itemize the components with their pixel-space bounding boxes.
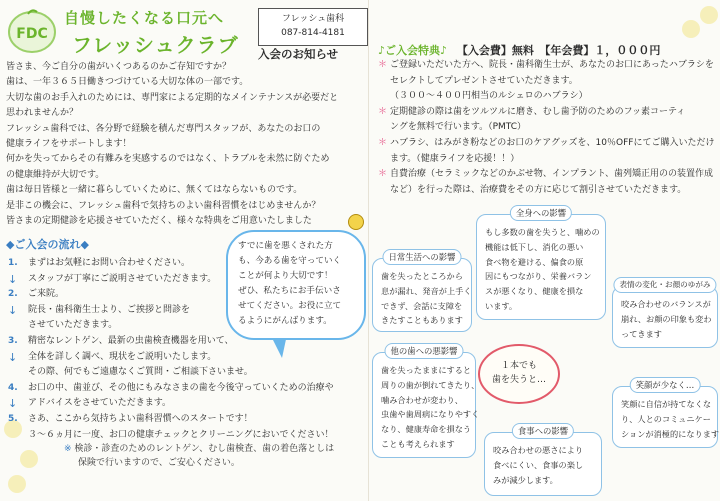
benefit-line [378, 167, 714, 183]
effect-box-label: 他の歯への悪影響 [385, 343, 464, 359]
effect-box-label: 日常生活への影響 [383, 249, 462, 265]
effect-line: 因にもつながり、栄養バラン [485, 271, 592, 282]
bullet-mark: ＊ [378, 60, 388, 70]
intro-line: 歯は毎日皆様と一緒に暮らしていくために、無くてはならないものです。 [6, 185, 303, 196]
intro-line: の健康維持が大切です。 [6, 169, 105, 180]
intro-line: 皆さまの定期健診を応援させていただく、様々な特典をご用意いたしました [6, 216, 312, 227]
benefit-text: 定期健診の際は歯をツルツルに磨き、むし歯予防のためのフッ素コーティ [390, 106, 686, 117]
benefit-line [378, 74, 714, 90]
step-number: 3. [8, 335, 18, 346]
step-number: 2. [8, 289, 18, 300]
bullet-mark: ＊ [378, 137, 388, 148]
note-line: 検診・診査のためのレントゲン、むし歯検査、歯の着色落としは [74, 444, 335, 454]
effect-line: 食べ物を避ける、偏食の原 [485, 256, 584, 267]
intro-text [6, 60, 338, 229]
brand-name: フレッシュクラブ [72, 33, 239, 57]
benefits-list [378, 58, 714, 198]
effect-line: ションが消極的になります [621, 428, 720, 439]
effect-line: 噛み合わせが変わり、 [381, 394, 463, 405]
effect-line: 歯を失ったままにすると [381, 365, 472, 375]
effect-line: できず、会話に支障を [381, 300, 463, 311]
benefit-text: ハブラシ、はみがき粉などのお口のケアグッズを、10％OFFにてご購入いただけ [390, 137, 715, 148]
fees-text: 【入会費】無料 【年会費】１，０００円 [456, 44, 661, 57]
step-number: 4. [8, 382, 18, 393]
step-text: ご来院。 [28, 289, 65, 300]
step-text: アドバイスをさせていただきます。 [28, 398, 172, 409]
flow-step [6, 428, 334, 444]
down-arrow-icon: ↓ [8, 397, 18, 411]
step-text: 院長・歯科衛生士より、ご挨拶と問診を [28, 304, 191, 315]
benefit-text: など）を行った際は、治療費をその方に応じて割引させていただきます。 [390, 184, 687, 195]
benefit-line [378, 105, 714, 121]
benefit-text: ングを無料で行います。（PMTC） [390, 122, 527, 133]
intro-line: 健康ライフをサポートします！ [6, 139, 132, 150]
center-bubble [478, 344, 560, 404]
center-line: １本でも [500, 361, 537, 371]
effect-line: 食べにくい、食事の楽し [493, 459, 584, 470]
benefit-line [378, 183, 714, 199]
step-text: さあ、ここから気持ちよい歯科習慣へのスタートです！ [28, 413, 253, 424]
bubble-line: るようにがんばります。 [238, 316, 332, 326]
effect-line: 息が漏れ、発音が上手く [381, 285, 472, 296]
bubble-line: ことが何より大切です！ [238, 271, 333, 281]
intro-line: フレッシュ歯科では、各分野で経験を積んだ専門スタッフが、あなたのお口の [6, 123, 321, 134]
flower-decoration [20, 450, 38, 468]
intro-line: 思われませんか？ [6, 108, 79, 119]
intro-line: 是非この機会に、フレッシュ歯科で気持ちのよい歯科習慣をはじめませんか？ [6, 200, 321, 211]
bullet-mark: ＊ [378, 169, 388, 180]
benefits-header [378, 42, 660, 58]
effect-line: います。 [485, 300, 518, 311]
benefit-line [378, 152, 714, 168]
benefit-text: ます。（健康ライフを応援！！） [390, 153, 520, 164]
step-text: 精密なレントゲン、最新の虫歯検査機器を用いて、 [28, 335, 234, 346]
flower-decoration [700, 6, 718, 24]
effect-line: り、人とのコミュニケー [621, 413, 711, 424]
effect-line: ことも考えられます [381, 438, 455, 449]
notice-title: 入会のお知らせ [258, 47, 339, 61]
step-text: お口の中、歯並び、その他にもみなさまの歯を今後守っていくための治療や [28, 382, 334, 393]
effect-line: 歯を失ったところから [381, 271, 463, 281]
effect-line: 崩れ、お顔の印象も変わ [621, 313, 712, 324]
step-text: まずはお気軽にお問い合わせください。 [28, 258, 191, 268]
benefit-text: （３００〜４００円相当のルシェロのハブラシ） [390, 91, 588, 102]
smiley-icon [348, 214, 364, 230]
effect-box-label: 笑顔が少なく… [630, 377, 701, 393]
clinic-phone: 087-814-4181 [281, 28, 345, 38]
note-line: 保険で行いますので、ご安心ください。 [78, 458, 240, 468]
benefit-line [378, 89, 714, 105]
clinic-card [258, 8, 368, 46]
benefit-line [378, 120, 714, 136]
effect-line: なり、健康寿命を損なう [381, 424, 472, 435]
effect-line: 機能は低下し、消化の悪い [485, 241, 584, 252]
step-number: 5. [8, 413, 18, 424]
flow-step [6, 381, 334, 397]
fdc-logo-icon [6, 8, 58, 54]
effect-box-expression [612, 280, 718, 348]
effect-line: みが減少します。 [493, 474, 558, 485]
down-arrow-icon: ↓ [8, 272, 18, 286]
effect-line: 咬み合わせのバランスが [621, 299, 711, 309]
effect-line: 虫歯や歯周病になりやすく [381, 409, 480, 420]
clinic-name: フレッシュ歯科 [281, 14, 345, 24]
effect-line: 笑顔に自信が持てなくな [621, 399, 712, 409]
step-text: ３〜６ヵ月に一度、お口の健康チェックとクリーニングにおいでください！ [28, 429, 334, 440]
speech-bubble [226, 230, 366, 340]
bubble-line: すでに歯を悪くされた方 [238, 241, 333, 251]
bubble-line: せてください。お役に立て [238, 301, 342, 311]
intro-line: 皆さま、今ご自分の歯がいくつあるのかご存知ですか？ [6, 62, 232, 72]
benefit-text: 自費治療（セラミックなどのかぶせ物、インプラント、歯列矯正用のの装置作成 [390, 169, 714, 180]
effect-box-eating [484, 426, 602, 496]
bullet-mark: ＊ [378, 106, 388, 117]
down-arrow-icon: ↓ [8, 303, 18, 317]
step-text: その際、何でもご遠慮なくご質問・ご相談下さいませ。 [28, 367, 253, 378]
benefit-text: ご登録いただいた方へ、院長・歯科衛生士が、あなたのお口にあったハブラシを [390, 60, 714, 70]
note-mark: ※ [64, 444, 72, 454]
column-divider [368, 0, 369, 501]
bubble-line: ぜひ、私たちにお手伝いさ [238, 286, 341, 296]
benefit-text: セレクトしてプレゼントさせていただきます。 [390, 75, 578, 86]
center-line: 歯を失うと… [491, 375, 546, 385]
intro-line: 大切な歯のお手入れのためには、専門家による定期的なメインテナンスが必要だと [6, 92, 339, 103]
flow-step [6, 412, 334, 428]
flow-title: ◆ご入会の流れ◆ [6, 238, 89, 251]
insurance-note [64, 442, 334, 470]
effect-box-daily-life [372, 252, 472, 332]
benefit-line [378, 58, 714, 74]
effect-box-label: 全身への影響 [510, 205, 572, 221]
effect-box-label: 表情の変化・お顔のゆがみ [613, 277, 716, 293]
flower-decoration [682, 20, 700, 38]
flow-step [6, 396, 334, 412]
effect-line: きたすこともあります [381, 315, 463, 326]
effect-box-smile [612, 380, 720, 448]
effect-line: もし多数の歯を失うと、噛めの [485, 227, 600, 237]
step-text: スタッフが丁寧にご説明させていただきます。 [28, 273, 217, 284]
effect-line: 周りの歯が倒れてきたり、 [381, 379, 480, 390]
down-arrow-icon: ↓ [8, 350, 18, 364]
step-text: させていただきます。 [28, 320, 118, 331]
intro-line: 何かを失ってからその有難みを実感するのではなく、トラブルを未然に防ぐため [6, 154, 330, 165]
brand-tagline: 自慢したくなる口元へ [64, 9, 225, 27]
benefit-line [378, 136, 714, 152]
effect-box-other-teeth [372, 346, 480, 458]
effect-line: スが悪くなり、健康を損な [485, 286, 584, 297]
effect-line: ってきます [621, 328, 662, 339]
effect-box-label: 食事への影響 [512, 423, 574, 439]
logo-text: FDC [16, 26, 48, 42]
bubble-line: も、今ある歯を守っていく [238, 256, 342, 266]
effect-line: 咬み合わせの悪さにより [493, 445, 584, 455]
step-text: 全体を詳しく調べ、現状をご説明いたします。 [28, 351, 217, 362]
intro-line: 歯は、一年３６５日働きつづけている大切な体の一部です。 [6, 77, 249, 88]
benefits-title: ♪ご入会特典♪ [378, 44, 448, 57]
flow-step [6, 365, 334, 381]
step-number: 1. [8, 258, 18, 268]
flower-decoration [8, 475, 26, 493]
effect-box-whole-body [476, 208, 606, 320]
